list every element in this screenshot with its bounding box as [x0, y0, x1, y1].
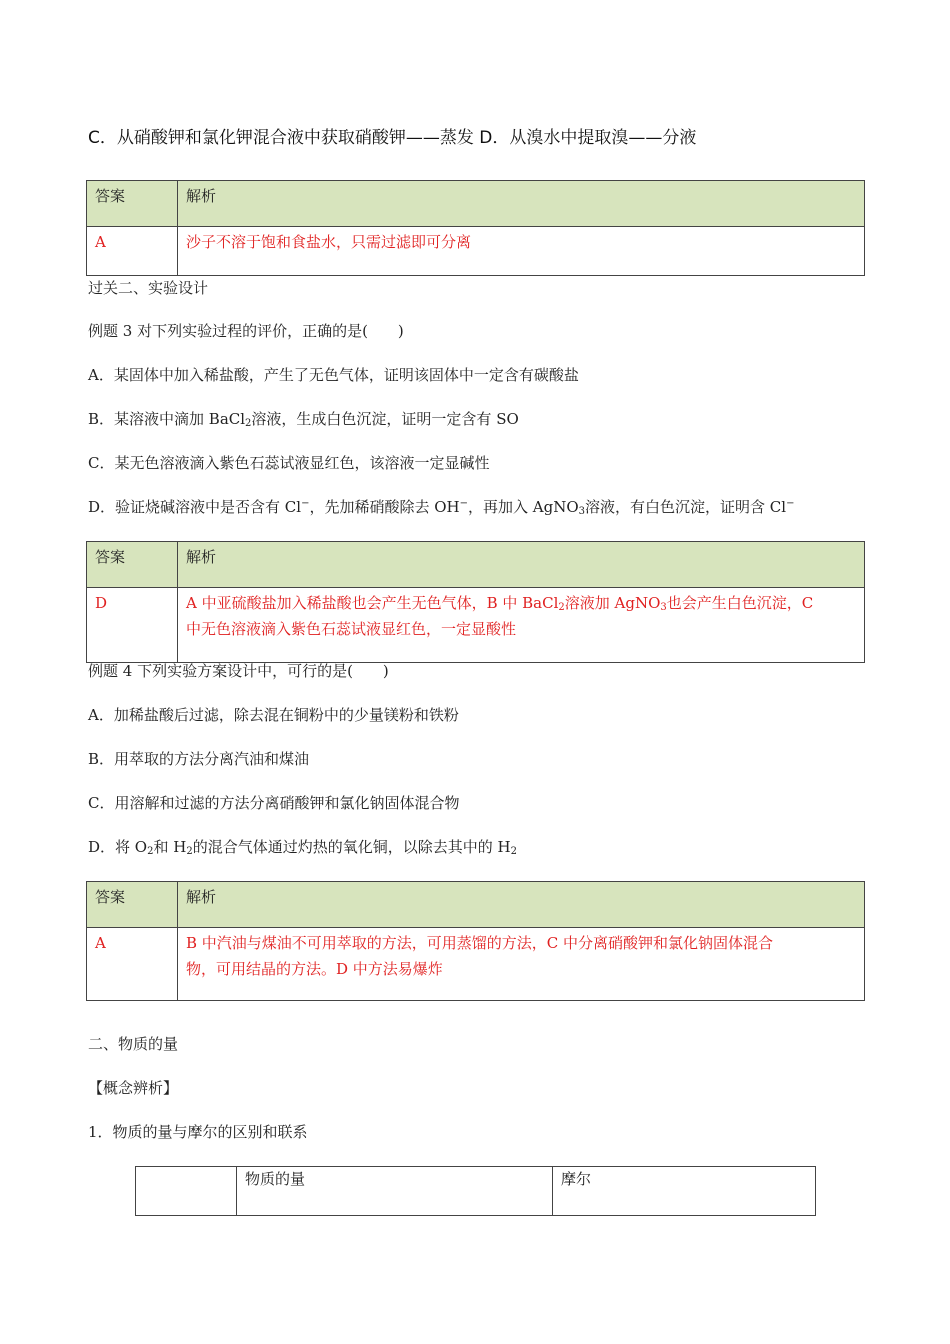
answer-header: 答案: [87, 181, 178, 227]
compare-header-mole: 摩尔: [553, 1167, 816, 1216]
example4-option-b: B．用萃取的方法分离汽油和煤油: [88, 750, 310, 768]
example4-option-a: A．加稀盐酸后过滤，除去混在铜粉中的少量镁粉和铁粉: [88, 706, 459, 724]
example3-option-a: A．某固体中加入稀盐酸，产生了无色气体，证明该固体中一定含有碳酸盐: [88, 366, 579, 384]
analysis-cell: B 中汽油与煤油不可用萃取的方法，可用蒸馏的方法，C 中分离硝酸钾和氯化钠固体混合 物，可用结晶的方法。D 中方法易爆炸: [178, 928, 865, 1001]
answer-header: 答案: [87, 542, 178, 588]
section-heading-2: 二、物质的量: [88, 1035, 179, 1053]
answer-cell: A: [87, 928, 178, 1001]
item-1-heading: 1．物质的量与摩尔的区别和联系: [88, 1123, 308, 1141]
example3-option-b: B．某溶液中滴加 BaCl$_2$溶液，生成白色沉淀，证明一定含有 SO: [88, 410, 519, 429]
analysis-header: 解析: [178, 542, 865, 588]
option-cd-line: C．从硝酸钾和氯化钾混合液中获取硝酸钾——蒸发 D．从溴水中提取溴——分液: [88, 128, 697, 148]
answer-cell: A: [87, 227, 178, 276]
answer-cell: D: [87, 588, 178, 663]
compare-cell-empty: [136, 1167, 237, 1216]
analysis-header: 解析: [178, 181, 865, 227]
answer-header: 答案: [87, 882, 178, 928]
example4-option-d: D．将 $O_2$和 $H_2$的混合气体通过灼热的氧化铜，以除去其中的 $H_2$: [88, 838, 517, 857]
comparison-table: [135, 1166, 816, 1216]
answer-table-1: [86, 180, 865, 276]
example4-question: 例题 4 下列实验方案设计中，可行的是( ): [88, 662, 389, 680]
answer-table-3: [86, 881, 865, 1001]
concept-heading: 【概念辨析】: [88, 1079, 179, 1097]
example4-option-c: C．用溶解和过滤的方法分离硝酸钾和氯化钠固体混合物: [88, 794, 460, 812]
analysis-cell: A 中亚硫酸盐加入稀盐酸也会产生无色气体，B 中 BaCl$_2$溶液加 AgNO$_3$也会产生白色沉淀，C 中无色溶液滴入紫色石蕊试液显红色，一定显酸性: [178, 588, 865, 663]
analysis-cell: 沙子不溶于饱和食盐水，只需过滤即可分离: [178, 227, 865, 276]
compare-header-amount: 物质的量: [237, 1167, 553, 1216]
example3-question: 例题 3 对下列实验过程的评价，正确的是( ): [88, 322, 404, 340]
example3-option-c: C．某无色溶液滴入紫色石蕊试液显红色，该溶液一定显碱性: [88, 454, 490, 472]
answer-table-2: [86, 541, 865, 663]
section-heading: 过关二、实验设计: [88, 279, 209, 297]
analysis-header: 解析: [178, 882, 865, 928]
example3-option-d: D．验证烧碱溶液中是否含有 Cl−，先加稀硝酸除去 OH−，再加入 AgNO$_3$溶液，有白色沉淀，证明含 Cl−: [88, 498, 795, 517]
